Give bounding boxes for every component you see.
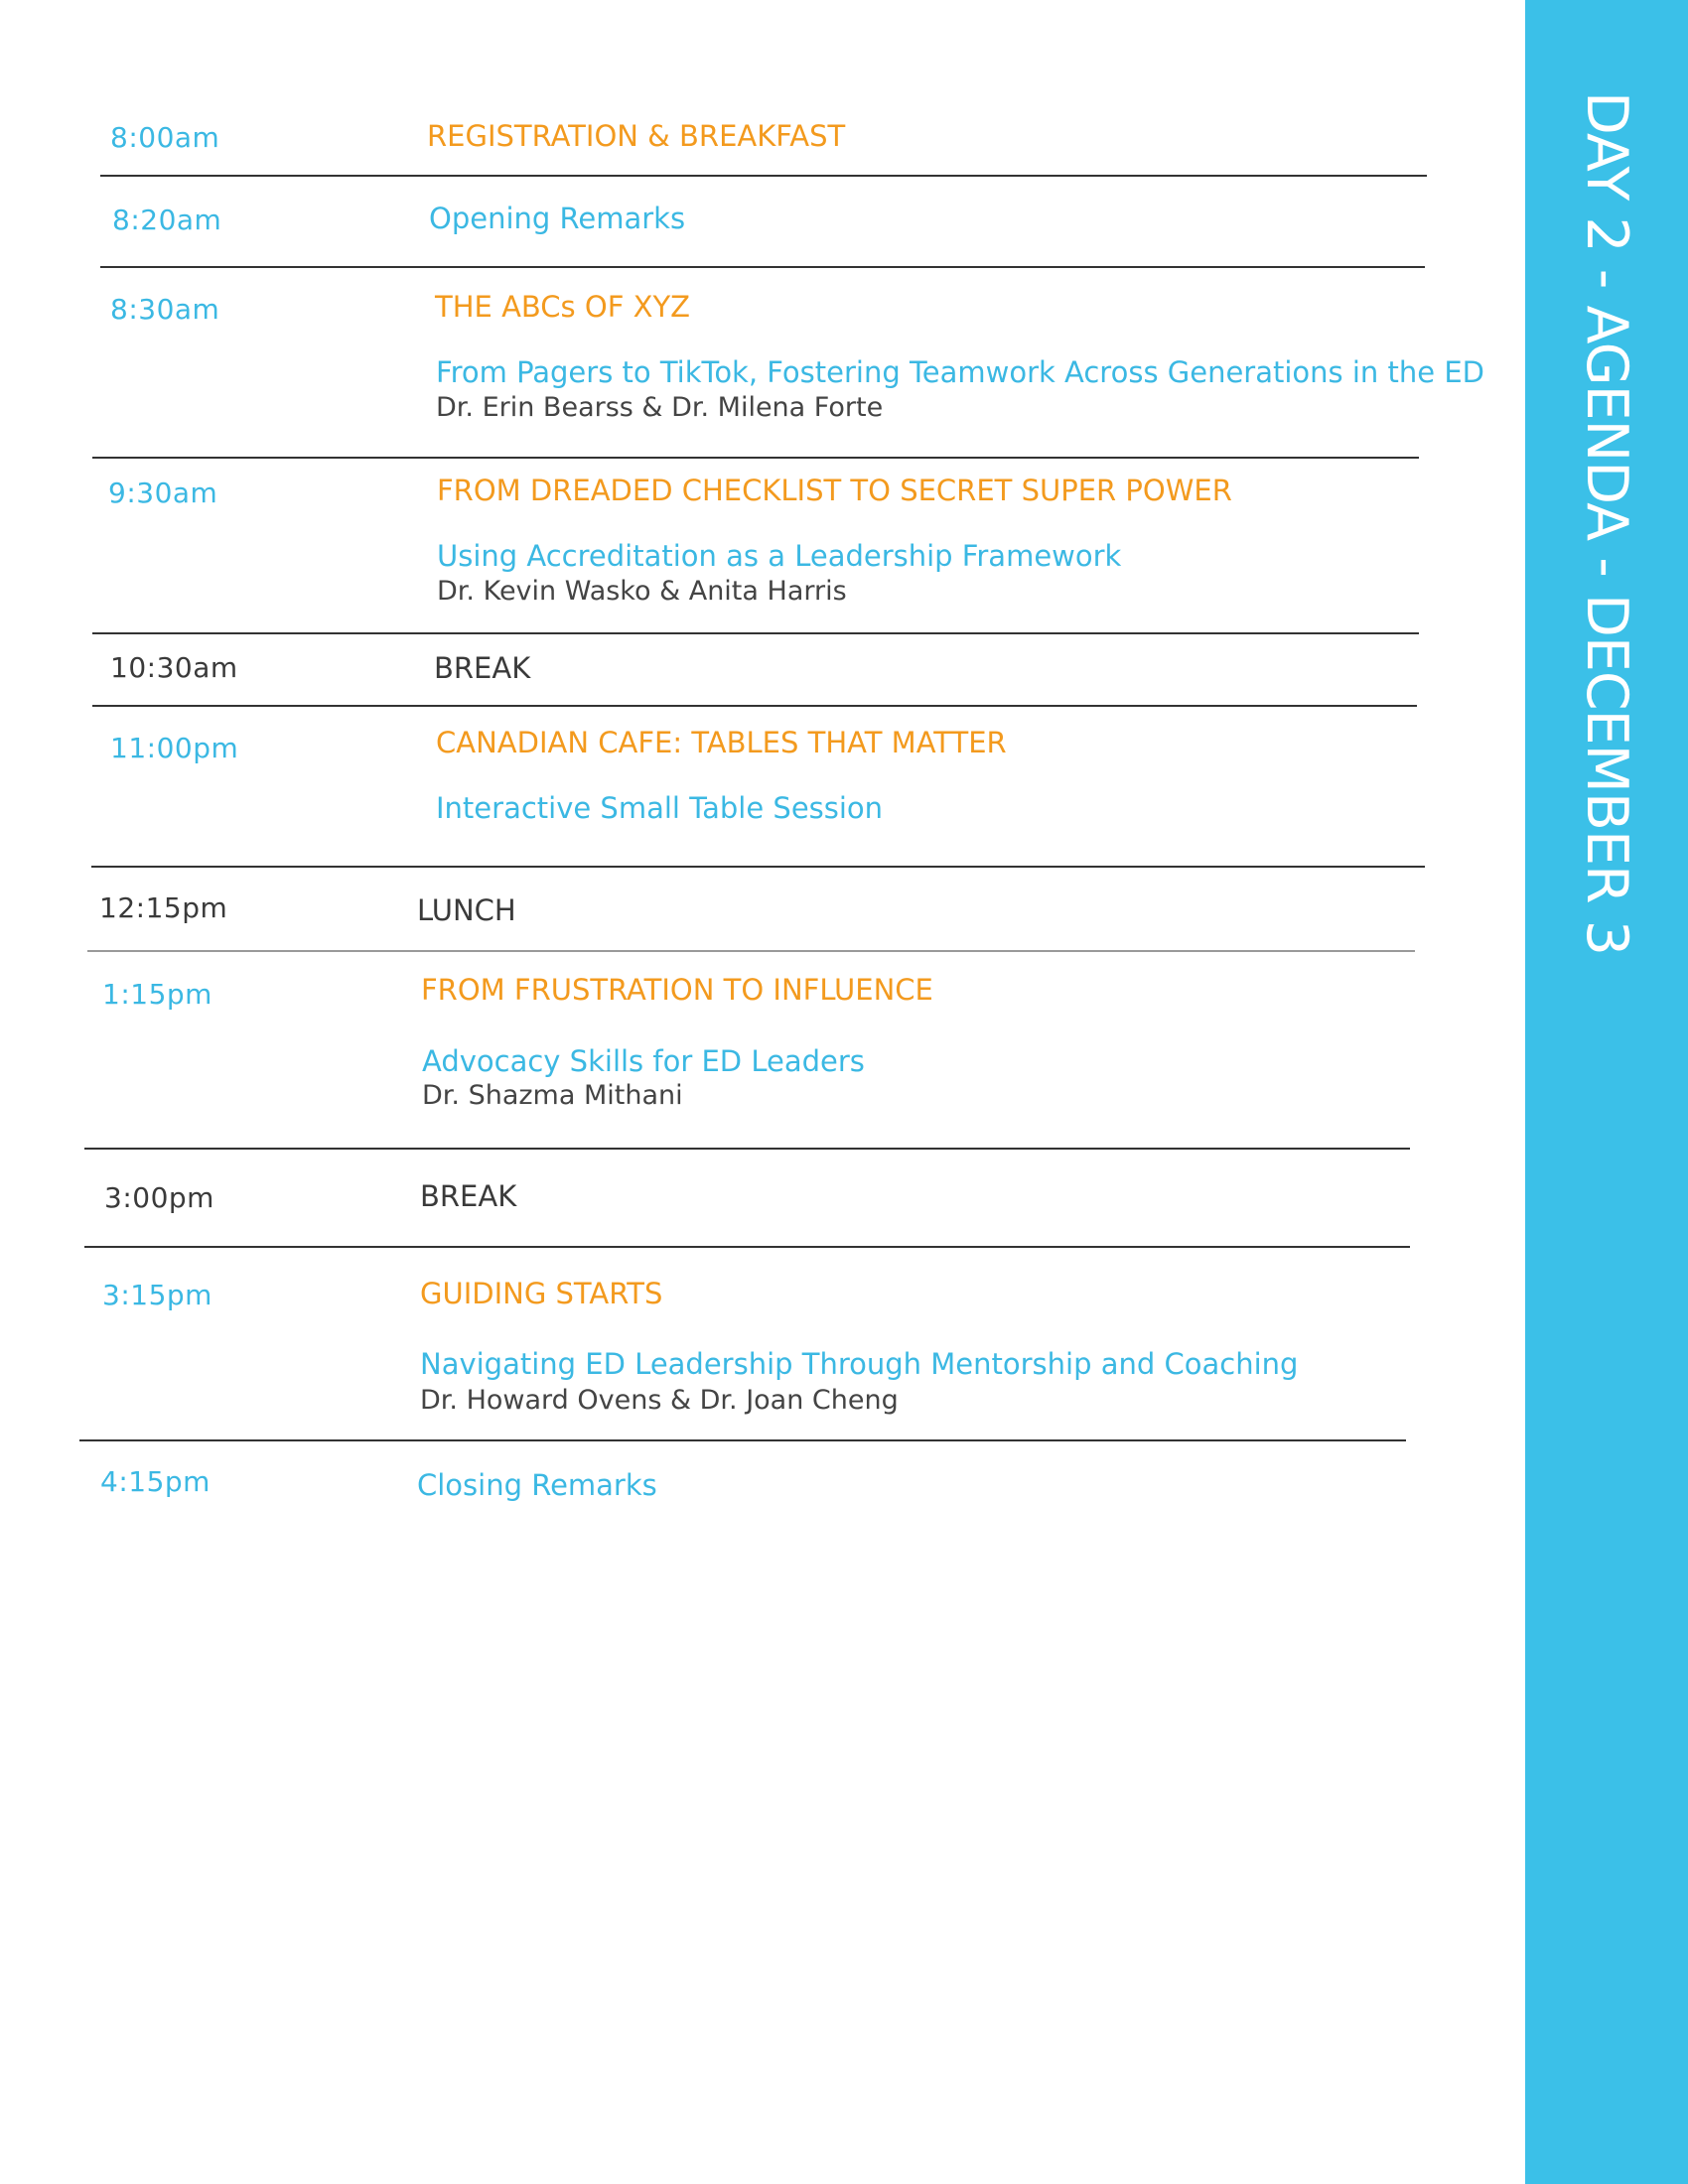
agenda-time: 9:30am [108, 477, 218, 509]
agenda-title: FROM FRUSTRATION TO INFLUENCE [421, 973, 933, 1007]
agenda-time: 8:00am [110, 121, 220, 154]
divider [100, 266, 1425, 268]
agenda-title: LUNCH [417, 893, 516, 927]
agenda-time: 4:15pm [100, 1465, 211, 1498]
agenda-title: REGISTRATION & BREAKFAST [427, 119, 846, 153]
agenda-time: 3:15pm [102, 1279, 212, 1311]
agenda-speakers: Dr. Kevin Wasko & Anita Harris [437, 576, 847, 607]
divider [92, 457, 1419, 459]
sidebar-title: DAY 2 - AGENDA - DECEMBER 3 [1574, 91, 1639, 955]
agenda-title: FROM DREADED CHECKLIST TO SECRET SUPER POWER [437, 474, 1232, 507]
agenda-title: BREAK [434, 651, 531, 685]
divider [84, 1148, 1410, 1150]
divider [100, 175, 1427, 177]
divider [79, 1439, 1406, 1441]
agenda-time: 11:00pm [110, 732, 239, 764]
agenda-time: 8:30am [110, 293, 220, 326]
agenda-speakers: Dr. Howard Ovens & Dr. Joan Cheng [420, 1385, 899, 1416]
agenda-title: THE ABCs OF XYZ [435, 290, 691, 324]
agenda-time: 10:30am [110, 651, 238, 684]
agenda-subtitle: Advocacy Skills for ED Leaders [422, 1044, 865, 1078]
agenda-title: CANADIAN CAFE: TABLES THAT MATTER [436, 726, 1007, 759]
agenda-speakers: Dr. Shazma Mithani [422, 1080, 683, 1111]
divider [92, 705, 1417, 707]
agenda-title: BREAK [420, 1179, 517, 1213]
agenda-time: 12:15pm [99, 891, 228, 924]
agenda-time: 3:00pm [104, 1181, 214, 1214]
agenda-subtitle: Using Accreditation as a Leadership Framework [437, 539, 1122, 573]
agenda-subtitle: From Pagers to TikTok, Fostering Teamwork Across Generations in the ED [436, 355, 1484, 389]
divider [91, 866, 1425, 868]
agenda-title: Opening Remarks [429, 202, 686, 235]
sidebar-banner [1525, 0, 1688, 2184]
agenda-title: Closing Remarks [417, 1468, 657, 1502]
divider [92, 632, 1419, 634]
agenda-subtitle: Navigating ED Leadership Through Mentorship and Coaching [420, 1347, 1299, 1381]
agenda-speakers: Dr. Erin Bearss & Dr. Milena Forte [436, 392, 884, 423]
agenda-time: 8:20am [112, 204, 222, 236]
divider [87, 950, 1415, 952]
agenda-title: GUIDING STARTS [420, 1277, 663, 1310]
divider [84, 1246, 1410, 1248]
agenda-subtitle: Interactive Small Table Session [436, 791, 884, 825]
agenda-time: 1:15pm [102, 978, 212, 1011]
